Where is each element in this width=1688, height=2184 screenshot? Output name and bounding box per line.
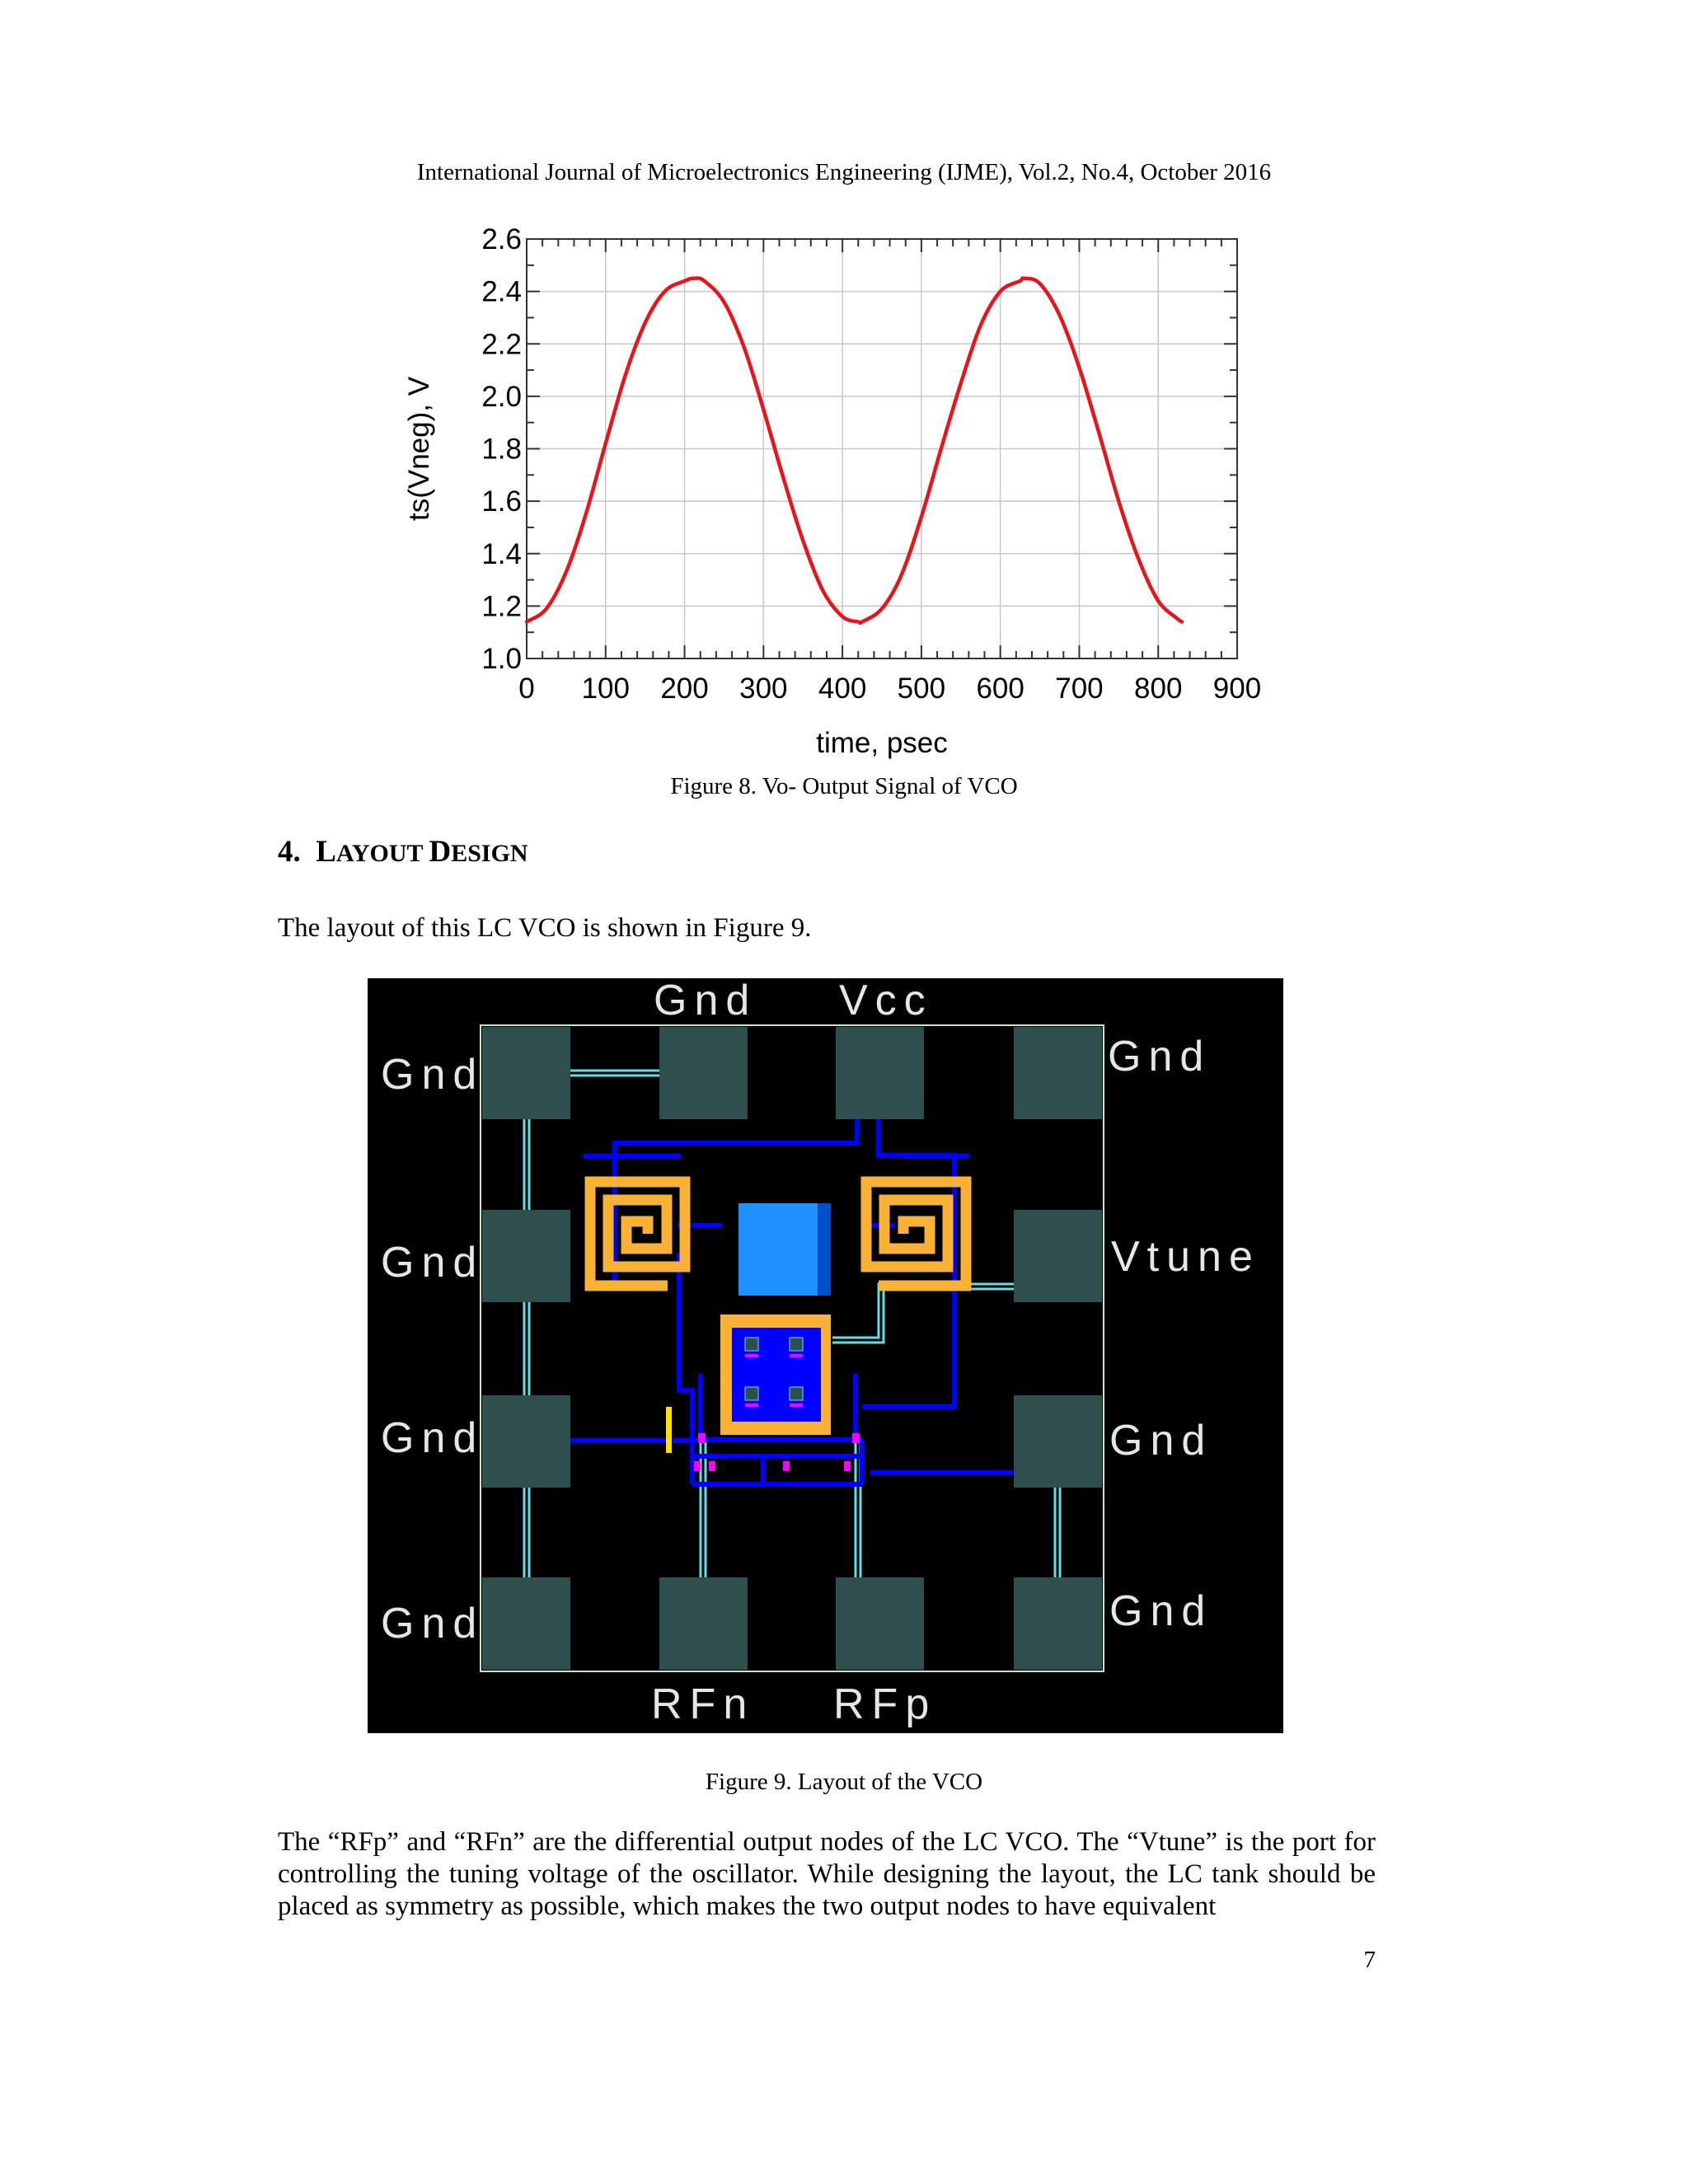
chart-y-tick-label: 2.2 — [481, 328, 522, 361]
figure-8-chart — [363, 210, 1286, 771]
chart-y-tick-label: 1.2 — [481, 590, 522, 623]
transistor — [790, 1387, 803, 1400]
pad — [482, 1210, 570, 1302]
via — [694, 1461, 701, 1471]
varactor-block — [738, 1203, 831, 1296]
chart-x-tick-label: 400 — [818, 673, 867, 705]
chart-y-tick-label: 2.4 — [481, 275, 522, 308]
chart-x-tick-label: 0 — [518, 673, 535, 705]
chart-y-tick-label: 2.6 — [481, 223, 522, 255]
section-title-part-1: AYOUT — [335, 840, 429, 867]
chart-grid — [527, 239, 1237, 658]
pad — [482, 1027, 570, 1119]
pad — [482, 1395, 570, 1488]
chart-series-line — [527, 278, 1182, 622]
label-right-gnd-4: Gnd — [1109, 1587, 1213, 1635]
pad — [1014, 1395, 1102, 1488]
chart-x-tick-label: 200 — [660, 673, 709, 705]
pad — [659, 1027, 748, 1119]
gate — [745, 1354, 758, 1357]
label-right-gnd-1: Gnd — [1108, 1033, 1212, 1080]
transistor — [790, 1338, 803, 1351]
pad — [836, 1577, 924, 1670]
chart-x-tick-label: 900 — [1212, 673, 1262, 705]
body-paragraph: The “RFp” and “RFn” are the differential output nodes of the LC VCO. The “Vtune” is the port for controlling the tuning voltage of the oscillator. While designing the layout, the LC tank should be placed as symmetry as possible, which makes the two output nodes to have equivalent — [278, 1827, 1376, 1921]
label-vcc: Vcc — [839, 978, 933, 1024]
chart-x-tick-label: 100 — [581, 673, 630, 705]
label-right-gnd-3: Gnd — [1109, 1417, 1213, 1465]
section-heading — [278, 834, 528, 869]
via — [844, 1461, 851, 1471]
pad — [1014, 1027, 1102, 1119]
via — [709, 1461, 715, 1471]
label-top-gnd: Gnd — [654, 978, 757, 1024]
chart-y-tick-labels — [481, 223, 522, 675]
core-transistors — [720, 1315, 831, 1435]
transistor — [745, 1387, 758, 1400]
via — [698, 1433, 706, 1443]
via — [852, 1433, 860, 1443]
chart-y-tick-label: 1.8 — [481, 433, 522, 466]
label-left-gnd-4: Gnd — [381, 1600, 485, 1647]
label-rfn: RFn — [651, 1680, 755, 1728]
section-title-letter-1: L — [316, 835, 336, 869]
label-left-gnd-3: Gnd — [381, 1414, 485, 1462]
page-number: 7 — [1363, 1947, 1376, 1973]
label-left-gnd-1: Gnd — [381, 1051, 485, 1099]
chart-y-tick-label: 1.0 — [481, 643, 522, 675]
chart-x-tick-label: 700 — [1055, 673, 1104, 705]
section-title-part-2: ESIGN — [451, 840, 528, 867]
varactor-edge — [818, 1203, 831, 1296]
gate — [790, 1404, 803, 1407]
chart-x-tick-label: 500 — [897, 673, 946, 705]
figure-9-layout-image — [368, 978, 1283, 1733]
chart-x-tick-label: 600 — [976, 673, 1025, 705]
label-vtune: Vtune — [1111, 1233, 1260, 1281]
pad — [836, 1027, 924, 1119]
chart-x-axis-title: time, psec — [816, 727, 948, 759]
via — [783, 1461, 790, 1471]
label-left-gnd-2: Gnd — [381, 1239, 485, 1286]
chart-y-axis-title: ts(Vneg), V — [403, 376, 435, 522]
transistor — [745, 1338, 758, 1351]
chart-x-tick-label: 300 — [739, 673, 788, 705]
pad — [659, 1577, 748, 1670]
figure-8-caption: Figure 8. Vo- Output Signal of VCO — [670, 773, 1018, 799]
pad — [1014, 1210, 1102, 1302]
section-number: 4. — [278, 835, 301, 869]
chart-y-tick-label: 2.0 — [481, 380, 522, 413]
capacitor-marker — [666, 1407, 672, 1453]
gate — [790, 1354, 803, 1357]
pad — [482, 1577, 570, 1670]
chart-x-tick-label: 800 — [1134, 673, 1183, 705]
pad — [1014, 1577, 1102, 1670]
gate — [745, 1404, 758, 1407]
section-title-letter-2: D — [429, 835, 452, 869]
chart-y-tick-label: 1.4 — [481, 537, 522, 570]
chart-y-tick-label: 1.6 — [481, 485, 522, 518]
intro-paragraph: The layout of this LC VCO is shown in Figure 9. — [278, 913, 812, 943]
figure-9-caption: Figure 9. Layout of the VCO — [705, 1769, 983, 1795]
chart-x-tick-labels — [518, 673, 1261, 705]
label-rfp: RFp — [833, 1680, 937, 1728]
running-header: International Journal of Microelectronics Engineering (IJME), Vol.2, No.4, October 2016 — [416, 159, 1272, 185]
